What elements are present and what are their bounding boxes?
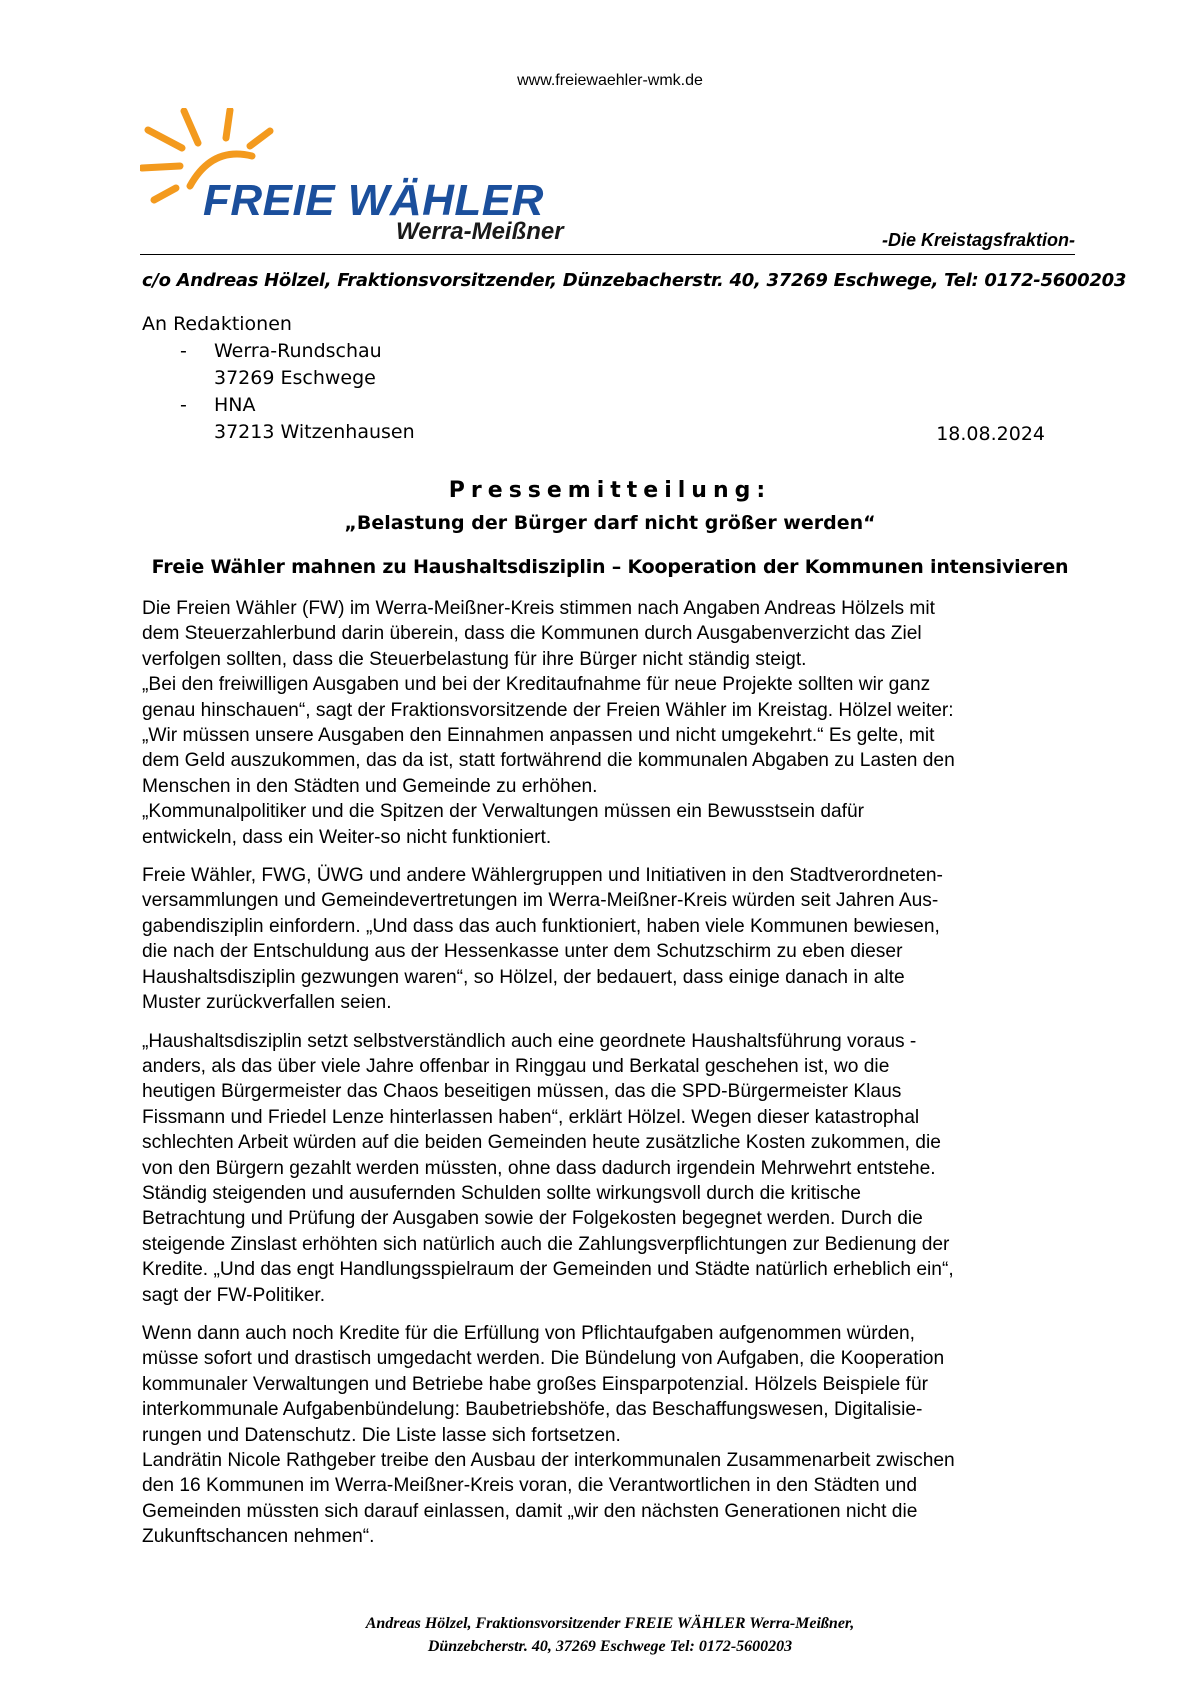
footer-line-1: Andreas Hölzel, Fraktionsvorsitzender FREIE WÄHLER Werra-Meißner, [365, 1615, 855, 1632]
document-title: Pressemitteilung: [448, 478, 772, 503]
text-line: heutigen Bürgermeister das Chaos beseitigen müssen, das die SPD-Bürgermeister Klaus [142, 1081, 902, 1103]
text-line: sagt der FW-Politiker. [142, 1284, 326, 1306]
text-line: dem Geld auszukommen, das da ist, statt fortwährend die kommunalen Abgaben zu Lasten den [142, 750, 955, 772]
recipient-1-city: 37269 Eschwege [214, 367, 376, 389]
text-line: genau hinschauen“, sagt der Fraktionsvorsitzende der Freien Wähler im Kreistag. Hölzel weiter: [142, 699, 954, 721]
text-line: anders, als das über viele Jahre offenbar in Ringgau und Berkatal geschehen ist, wo die [142, 1055, 890, 1077]
text-line: gabendisziplin einfordern. „Und dass das auch funktioniert, haben viele Kommunen bewiesen, [142, 915, 940, 937]
paragraph-2 [142, 863, 1092, 1015]
text-line: „Wir müssen unsere Ausgaben den Einnahmen anpassen und nicht umgekehrt.“ Es gelte, mit [142, 725, 935, 747]
address-dash-2: - [180, 394, 187, 416]
fraktion-label: -Die Kreistagsfraktion- [881, 230, 1075, 250]
paragraph-1 [142, 596, 1092, 850]
document-subtitle: „Belastung der Bürger darf nicht größer werden“ [344, 512, 876, 534]
text-line: „Bei den freiwilligen Ausgaben und bei der Kreditaufnahme für neue Projekte sollten wir ganz [142, 674, 931, 696]
website-url: www.freiewaehler-wmk.de [517, 72, 703, 89]
text-line: steigende Zinslast erhöhten sich natürlich auch die Zahlungsverpflichtungen zur Bedienung der [142, 1233, 950, 1255]
text-line: den 16 Kommunen im Werra-Meißner-Kreis voran, die Verantwortlichen in den Städten und [142, 1475, 918, 1497]
document-date: 18.08.2024 [936, 423, 1045, 445]
text-line: Betrachtung und Prüfung der Ausgaben sowie der Folgekosten begegnet werden. Durch die [142, 1208, 923, 1230]
text-line: Zukunftschancen nehmen“. [142, 1526, 375, 1548]
text-line: Muster zurückverfallen seien. [142, 992, 392, 1014]
header-divider [140, 254, 1075, 255]
text-line: Haushaltsdisziplin gezwungen waren“, so Hölzel, der bedauert, dass einige danach in alte [142, 966, 905, 988]
text-line: verfolgen sollten, dass die Steuerbelastung für ihre Bürger nicht ständig steigt. [142, 648, 807, 670]
text-line: Ständig steigenden und ausufernden Schulden sollte wirkungsvoll durch die kritische [142, 1182, 861, 1204]
text-line: versammlungen und Gemeindevertretungen im Werra-Meißner-Kreis würden seit Jahren Aus- [142, 890, 939, 912]
text-line: Die Freien Wähler (FW) im Werra-Meißner-Kreis stimmen nach Angaben Andreas Hölzels mit [142, 598, 935, 619]
text-line: die nach der Entschuldung aus der Hessenkasse unter dem Schutzschirm zu eben dieser [142, 941, 903, 963]
recipient-2-name: HNA [214, 394, 256, 416]
text-line: „Haushaltsdisziplin setzt selbstverständlich auch eine geordnete Haushaltsführung voraus - [142, 1030, 917, 1052]
press-release-body [142, 596, 1092, 1563]
logo-subtitle: Werra-Meißner [396, 218, 564, 245]
text-line: entwickeln, dass ein Weiter-so nicht funktioniert. [142, 826, 552, 848]
text-line: „Kommunalpolitiker und die Spitzen der Verwaltungen müssen ein Bewusstsein dafür [142, 801, 865, 823]
text-line: kommunaler Verwaltungen und Betriebe habe großes Einsparpotenzial. Hölzels Beispiele für [142, 1373, 929, 1395]
text-line: schlechten Arbeit würden auf die beiden Gemeinden heute zusätzliche Kosten zukommen, die [142, 1132, 941, 1154]
footer-line-2: Dünzebcherstr. 40, 37269 Eschwege Tel: 0172-5600203 [427, 1638, 793, 1655]
document-headline: Freie Wähler mahnen zu Haushaltsdisziplin – Kooperation der Kommunen intensivieren [151, 556, 1069, 578]
address-to: An Redaktionen [142, 313, 292, 335]
text-line: interkommunale Aufgabenbündelung: Baubetriebshöfe, das Beschaffungswesen, Digitalisie- [142, 1399, 923, 1421]
logo-wordmark: FREIE WÄHLER [203, 176, 544, 225]
text-line: Fissmann und Friedel Lenze hinterlassen haben“, erklärt Hölzel. Wegen dieser katastrophal [142, 1106, 920, 1128]
text-line: Landrätin Nicole Rathgeber treibe den Ausbau der interkommunalen Zusammenarbeit zwischen [142, 1450, 955, 1471]
paragraph-3 [142, 1029, 1092, 1308]
text-line: Wenn dann auch noch Kredite für die Erfüllung von Pflichtaufgaben aufgenommen würden, [142, 1322, 915, 1344]
text-line: von den Bürgern gezahlt werden müssten, ohne dass dadurch irgendein Mehrwehrt entstehe. [142, 1157, 936, 1179]
recipient-2-city: 37213 Witzenhausen [214, 421, 415, 443]
text-line: Freie Wähler, FWG, ÜWG und andere Wählergruppen und Initiativen in den Stadtverordneten- [142, 865, 943, 887]
text-line: müsse sofort und drastisch umgedacht werden. Die Bündelung von Aufgaben, die Kooperation [142, 1348, 945, 1370]
footer [0, 1612, 1190, 1658]
text-line: dem Steuerzahlerbund darin überein, dass die Kommunen durch Ausgabenverzicht das Ziel [142, 623, 922, 645]
recipient-1-name: Werra-Rundschau [214, 340, 382, 362]
text-line: rungen und Datenschutz. Die Liste lasse sich fortsetzen. [142, 1424, 621, 1446]
paragraph-4 [142, 1321, 1092, 1550]
freie-waehler-logo [140, 108, 620, 243]
contact-line: c/o Andreas Hölzel, Fraktionsvorsitzender, Dünzebacherstr. 40, 37269 Eschwege, Tel: 0172-5600203 [142, 270, 1127, 291]
text-line: Gemeinden müssten sich darauf einlassen, damit „wir den nächsten Generationen nicht die [142, 1500, 918, 1522]
text-line: Kredite. „Und das engt Handlungsspielraum der Gemeinden und Städte natürlich erheblich ein“, [142, 1259, 954, 1281]
address-dash-1: - [180, 340, 187, 362]
text-line: Menschen in den Städten und Gemeinde zu erhöhen. [142, 775, 598, 797]
